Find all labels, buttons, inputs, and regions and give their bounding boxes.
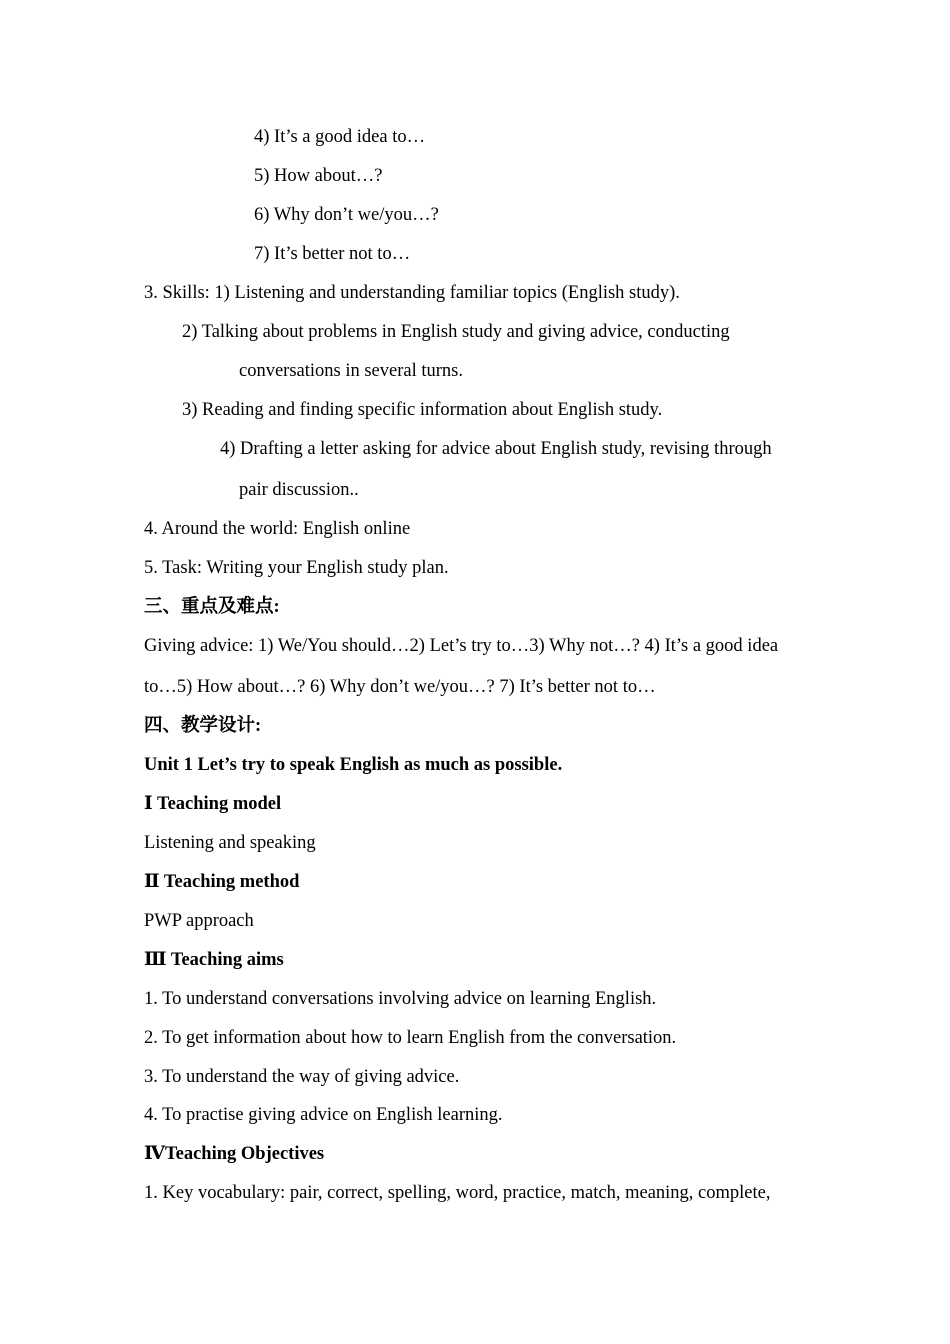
key-points-line-1: Giving advice: 1) We/You should…2) Let’s try to…3) Why not…? 4) It’s a good idea xyxy=(144,636,779,656)
skills-item-3: 3) Reading and finding specific information about English study. xyxy=(182,400,663,420)
teaching-aim-4: 4. To practise giving advice on English learning. xyxy=(144,1105,503,1125)
skills-item-2b: conversations in several turns. xyxy=(239,361,463,381)
skills-title: 3. Skills: 1) Listening and understanding familiar topics (English study). xyxy=(144,283,680,303)
teaching-aims-heading: Ⅲ Teaching aims xyxy=(144,950,284,970)
unit-title: Unit 1 Let’s try to speak English as much as possible. xyxy=(144,755,563,775)
advice-phrase-7: 7) It’s better not to… xyxy=(254,244,411,264)
teaching-aim-3: 3. To understand the way of giving advice. xyxy=(144,1067,460,1087)
teaching-objective-1: 1. Key vocabulary: pair, correct, spelling, word, practice, match, meaning, complete, xyxy=(144,1183,771,1203)
advice-phrase-4: 4) It’s a good idea to… xyxy=(254,127,426,147)
advice-phrase-5: 5) How about…? xyxy=(254,166,383,186)
skills-item-4b: pair discussion.. xyxy=(239,480,359,500)
teaching-aim-2: 2. To get information about how to learn English from the conversation. xyxy=(144,1028,677,1048)
skills-item-2a: 2) Talking about problems in English study and giving advice, conducting xyxy=(182,322,730,342)
design-heading: 四、教学设计: xyxy=(144,716,262,736)
teaching-aim-1: 1. To understand conversations involving advice on learning English. xyxy=(144,989,657,1009)
advice-phrase-6: 6) Why don’t we/you…? xyxy=(254,205,439,225)
teaching-objectives-heading: ⅣTeaching Objectives xyxy=(144,1144,325,1164)
teaching-model-heading: Ⅰ Teaching model xyxy=(144,794,282,814)
teaching-method-heading: Ⅱ Teaching method xyxy=(144,872,300,892)
teaching-model-text: Listening and speaking xyxy=(144,833,316,853)
skills-item-4a: 4) Drafting a letter asking for advice about English study, revising through xyxy=(220,439,772,459)
key-points-line-2: to…5) How about…? 6) Why don’t we/you…? 7) It’s better not to… xyxy=(144,677,656,697)
teaching-method-text: PWP approach xyxy=(144,911,254,931)
key-points-heading: 三、重点及难点: xyxy=(144,597,280,617)
task: 5. Task: Writing your English study plan. xyxy=(144,558,449,578)
around-world: 4. Around the world: English online xyxy=(144,519,411,539)
